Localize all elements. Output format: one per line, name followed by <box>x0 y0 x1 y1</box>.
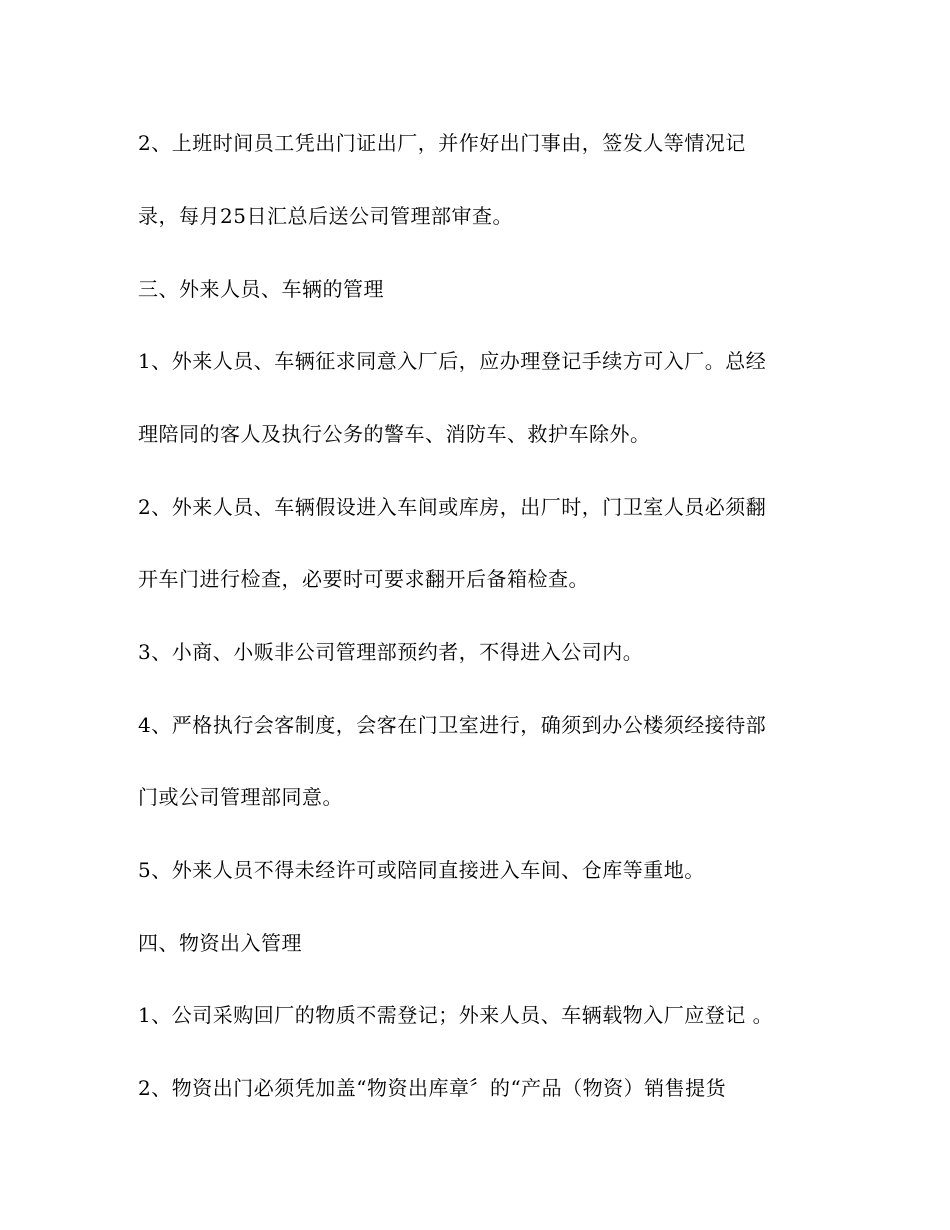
section-heading: 四、物资出入管理 <box>138 931 302 955</box>
paragraph-line: 1、公司采购回厂的物质不需登记；外来人员、车辆载物入厂应登记 。 <box>138 1003 774 1027</box>
paragraph-line: 2、物资出门必须凭加盖“物资出库章〞的“产品（物资）销售提货 <box>138 1076 727 1100</box>
paragraph-line: 3、小商、小贩非公司管理部预约者，不得进入公司内。 <box>138 640 644 664</box>
paragraph-line: 1、外来人员、车辆征求同意入厂后，应办理登记手续方可入厂。总经 <box>138 349 767 373</box>
paragraph-line: 理陪同的客人及执行公务的警车、消防车、救护车除外。 <box>138 422 651 446</box>
section-heading: 三、外来人员、车辆的管理 <box>138 277 384 301</box>
paragraph-line: 5、外来人员不得未经许可或陪同直接进入车间、仓库等重地。 <box>138 858 705 882</box>
paragraph-line: 门或公司管理部同意。 <box>138 785 343 809</box>
paragraph-line: 2、外来人员、车辆假设进入车间或库房，出厂时，门卫室人员必须翻 <box>138 495 767 519</box>
paragraph-line: 2、上班时间员工凭出门证出厂，并作好出门事由，签发人等情况记 <box>138 131 746 155</box>
paragraph-line: 开车门进行检查，必要时可要求翻开后备箱检查。 <box>138 567 589 591</box>
paragraph-line: 4、严格执行会客制度，会客在门卫室进行，确须到办公楼须经接待部 <box>138 713 767 737</box>
paragraph-line: 录，每月25日汇总后送公司管理部审查。 <box>138 204 513 228</box>
